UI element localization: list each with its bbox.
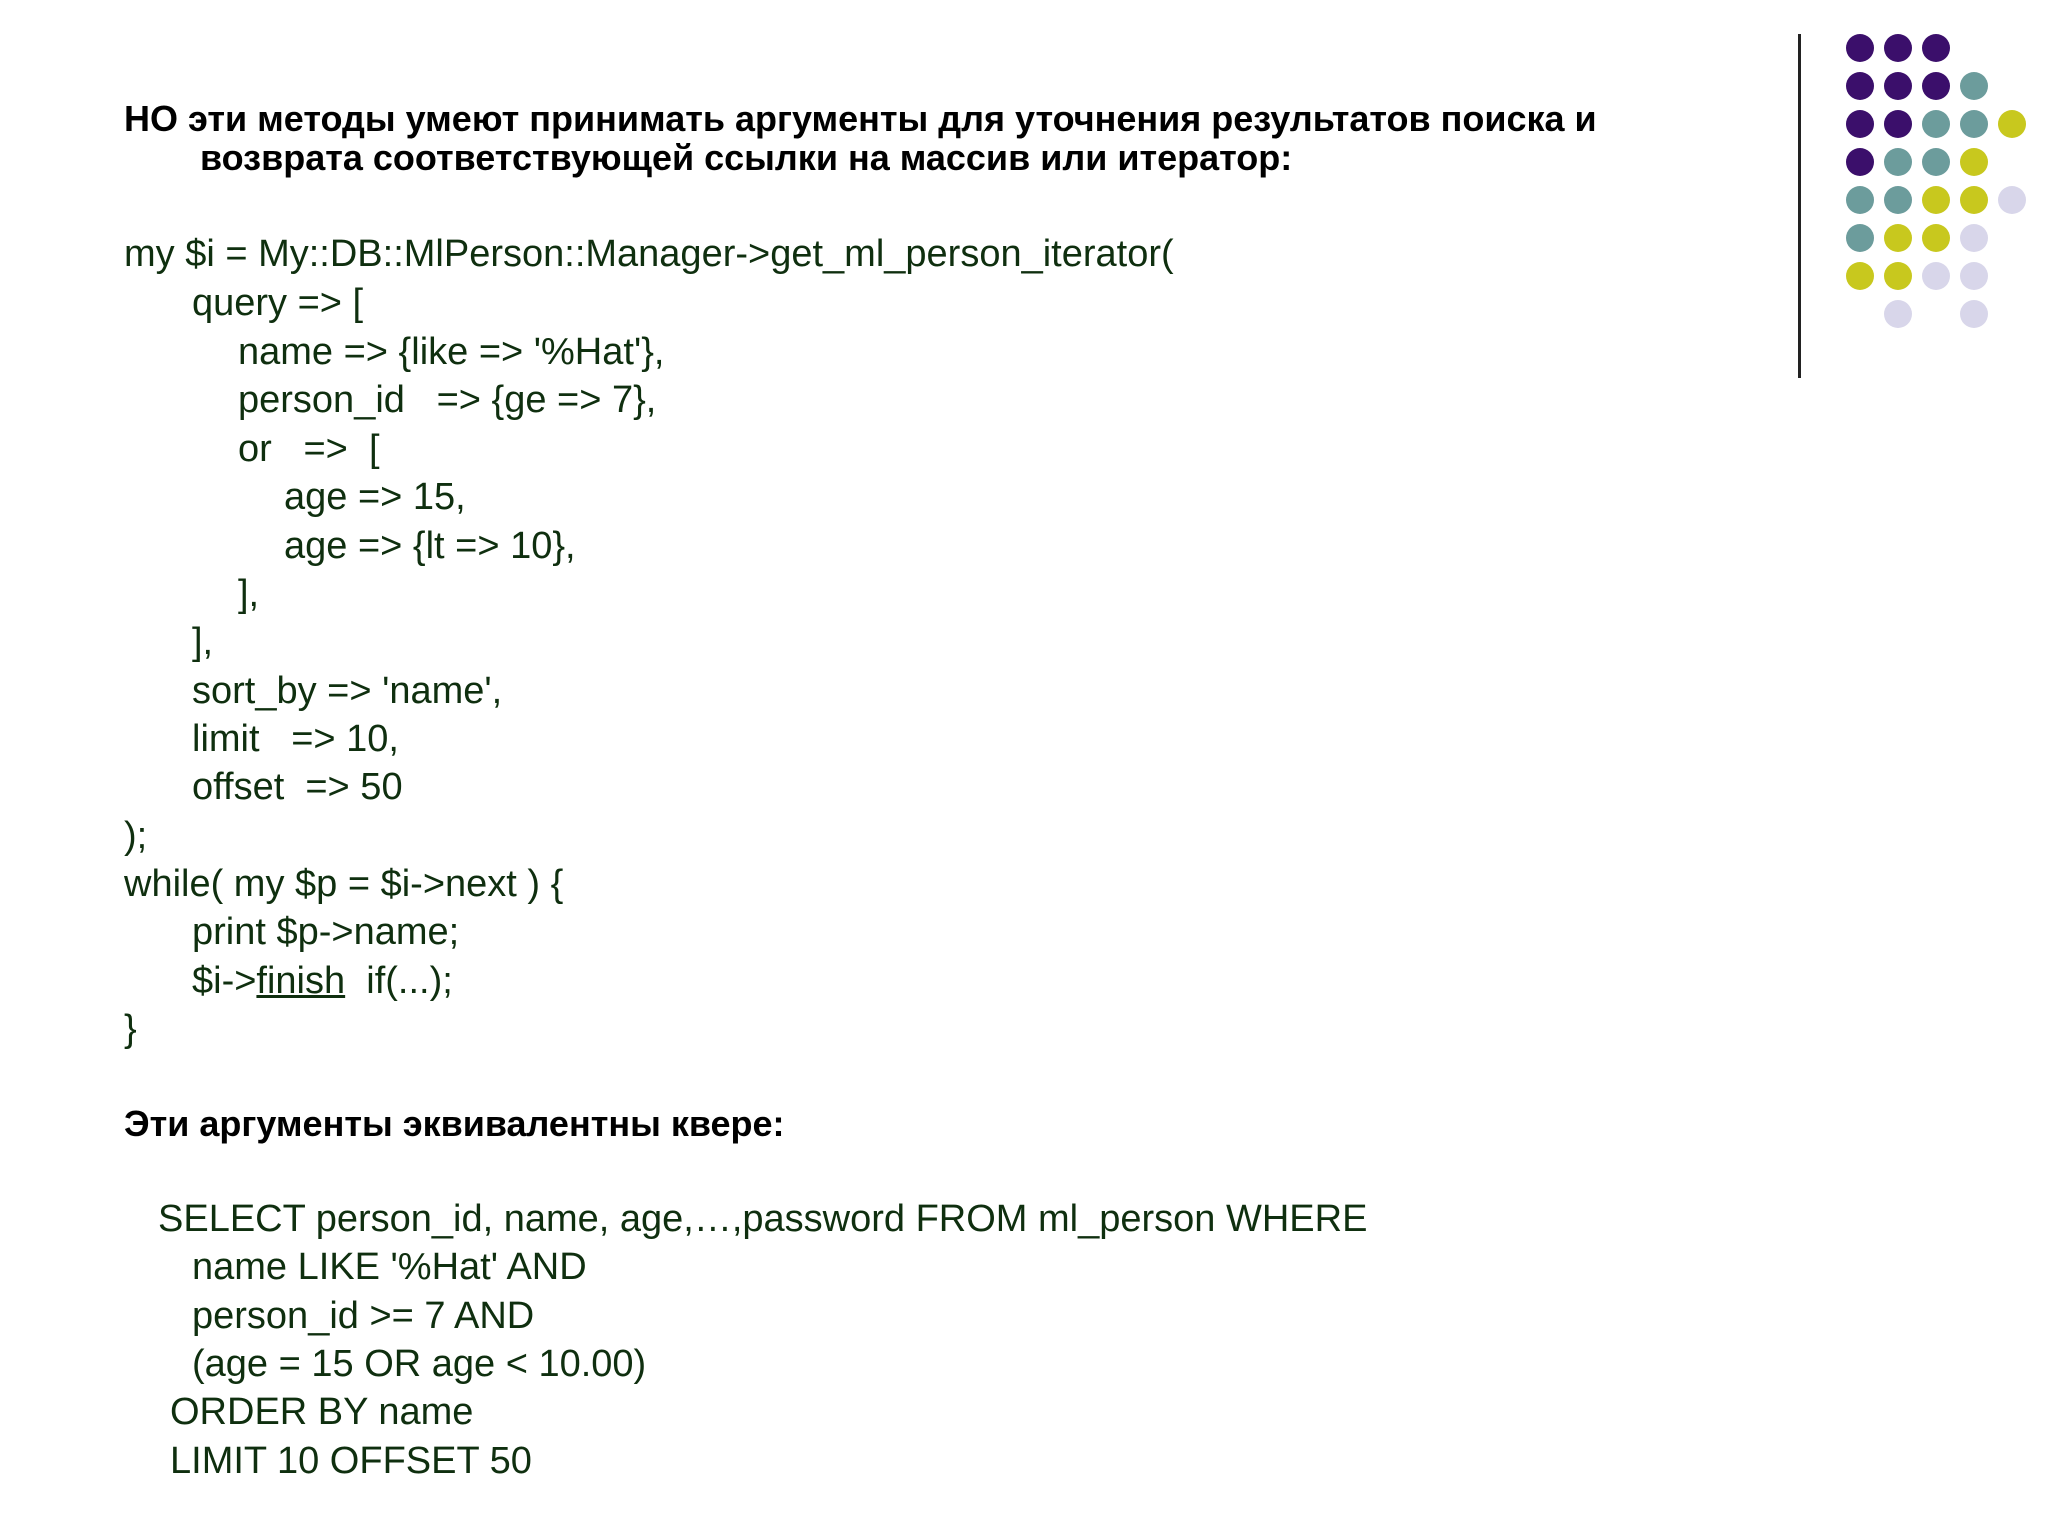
code-line: or => [	[238, 428, 380, 470]
code-line: query => [	[192, 282, 364, 324]
decorative-dot	[1922, 72, 1950, 100]
code-line: offset => 50	[192, 766, 403, 808]
decorative-dot	[1884, 110, 1912, 138]
code-line	[192, 959, 453, 1003]
decorative-dot	[1884, 300, 1912, 328]
code-line: SELECT person_id, name, age,…,password FROM ml_person WHERE	[158, 1198, 1368, 1240]
decorative-dot	[1884, 186, 1912, 214]
code-line: while( my $p = $i->next ) {	[124, 863, 564, 905]
decorative-dot	[1960, 148, 1988, 176]
code-line: person_id => {ge => 7},	[238, 379, 657, 421]
decorative-dot	[1846, 148, 1874, 176]
code-line: my $i = My::DB::MlPerson::Manager->get_ml_person_iterator(	[124, 233, 1174, 275]
decorative-dot	[1846, 224, 1874, 252]
slide-heading-line-1: НО эти методы умеют принимать аргументы для уточнения результатов поиска и	[124, 98, 1597, 139]
slide-heading-line-2: возврата соответствующей ссылки на массив или итератор:	[200, 137, 1293, 178]
code-line: print $p->name;	[192, 911, 460, 953]
decorative-dot	[1884, 224, 1912, 252]
code-line: LIMIT 10 OFFSET 50	[170, 1440, 532, 1482]
decorative-dot	[1998, 110, 2026, 138]
decorative-dot	[1846, 72, 1874, 100]
decorative-dot	[1960, 262, 1988, 290]
code-line: ],	[238, 573, 260, 615]
decorative-dot	[1960, 186, 1988, 214]
decorative-dot	[1846, 262, 1874, 290]
vertical-divider	[1798, 34, 1801, 378]
decorative-dot	[1998, 186, 2026, 214]
finish-method-link: finish	[256, 960, 346, 1002]
decorative-dot	[1922, 262, 1950, 290]
decorative-dot	[1884, 148, 1912, 176]
decorative-dot	[1846, 186, 1874, 214]
code-segment: if(...);	[345, 960, 453, 1002]
code-line: ],	[192, 621, 214, 663]
decorative-dot	[1922, 224, 1950, 252]
code-line: limit => 10,	[192, 718, 399, 760]
slide-subheading: Эти аргументы эквивалентны квере:	[124, 1103, 785, 1144]
code-line: age => {lt => 10},	[284, 525, 576, 567]
code-segment: $i->	[192, 960, 257, 1002]
decorative-dot	[1960, 72, 1988, 100]
decorative-dot	[1922, 186, 1950, 214]
code-line: );	[124, 815, 148, 857]
decorative-dot	[1960, 224, 1988, 252]
code-line: (age = 15 OR age < 10.00)	[192, 1343, 647, 1385]
code-line: sort_by => 'name',	[192, 670, 503, 712]
decorative-dot	[1922, 34, 1950, 62]
decorative-dot	[1922, 110, 1950, 138]
code-line: ORDER BY name	[170, 1391, 474, 1433]
decorative-dot	[1884, 262, 1912, 290]
decorative-dot	[1960, 300, 1988, 328]
code-line: age => 15,	[284, 476, 466, 518]
decorative-dot	[1884, 34, 1912, 62]
decorative-dot	[1960, 110, 1988, 138]
code-line: }	[124, 1008, 137, 1050]
decorative-dot	[1846, 110, 1874, 138]
decorative-dot	[1884, 72, 1912, 100]
code-line: name => {like => '%Hat'},	[238, 331, 665, 373]
code-line: person_id >= 7 AND	[192, 1295, 535, 1337]
code-line: name LIKE '%Hat' AND	[192, 1246, 587, 1288]
decorative-dot	[1846, 34, 1874, 62]
decorative-dot	[1922, 148, 1950, 176]
